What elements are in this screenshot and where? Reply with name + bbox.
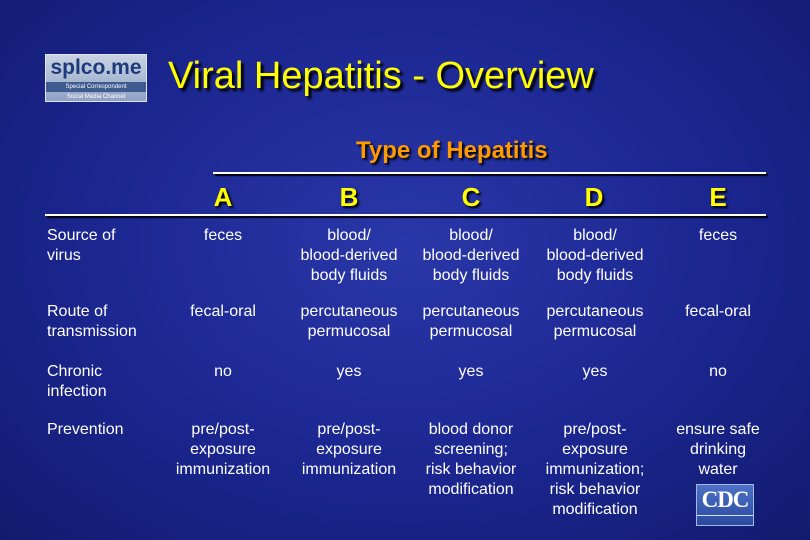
- cell-prevention-b: pre/post- exposure immunization: [301, 421, 397, 478]
- cell-prevention-d: pre/post- exposure immunization; risk behavior modification: [545, 421, 645, 518]
- column-header-c: C: [461, 182, 481, 212]
- cell-chronic-a: no: [214, 363, 232, 380]
- cell-prevention-e: ensure safe drinking water: [676, 421, 760, 478]
- cell-source-b: blood/ blood-derived body fluids: [300, 227, 398, 284]
- cdc-logo-text: CDC: [701, 487, 749, 512]
- splco-logo: [45, 54, 147, 102]
- cell-source-c: blood/ blood-derived body fluids: [422, 227, 520, 284]
- column-header-b: B: [339, 182, 359, 212]
- row-label-route: Route of transmission: [47, 303, 137, 340]
- column-header-a: A: [213, 182, 233, 212]
- cell-route-e: fecal-oral: [685, 303, 751, 320]
- cell-chronic-e: no: [709, 363, 727, 380]
- cell-route-a: fecal-oral: [190, 303, 256, 320]
- logo-tagline: Social Media Channel: [66, 94, 126, 100]
- slide-title: Viral Hepatitis - Overview: [168, 55, 594, 97]
- column-header-e: E: [709, 182, 727, 212]
- logo-main-text: splco.me: [50, 56, 142, 79]
- cell-chronic-c: yes: [458, 363, 484, 380]
- type-of-hepatitis-heading: Type of Hepatitis: [356, 137, 548, 164]
- cell-source-e: feces: [698, 227, 738, 244]
- cell-route-b: percutaneous permucosal: [300, 303, 398, 340]
- cell-prevention-a: pre/post- exposure immunization: [175, 421, 271, 478]
- row-label-prevention: Prevention: [47, 421, 124, 438]
- cell-source-d: blood/ blood-derived body fluids: [546, 227, 644, 284]
- cell-chronic-b: yes: [336, 363, 362, 380]
- cell-route-d: percutaneous permucosal: [546, 303, 644, 340]
- row-label-chronic: Chronic infection: [47, 363, 107, 400]
- cdc-logo-rule: [697, 515, 753, 522]
- cdc-logo: [696, 484, 754, 526]
- cell-source-a: feces: [203, 227, 243, 244]
- column-header-d: D: [584, 182, 604, 212]
- column-header-rule: [45, 214, 766, 216]
- logo-subtitle: Special Correspondent: [46, 82, 146, 92]
- cell-route-c: percutaneous permucosal: [422, 303, 520, 340]
- cell-prevention-c: blood donor screening; risk behavior modification: [425, 421, 517, 498]
- row-label-source: Source of virus: [47, 227, 116, 264]
- heading-rule: [213, 172, 766, 174]
- cell-chronic-d: yes: [582, 363, 608, 380]
